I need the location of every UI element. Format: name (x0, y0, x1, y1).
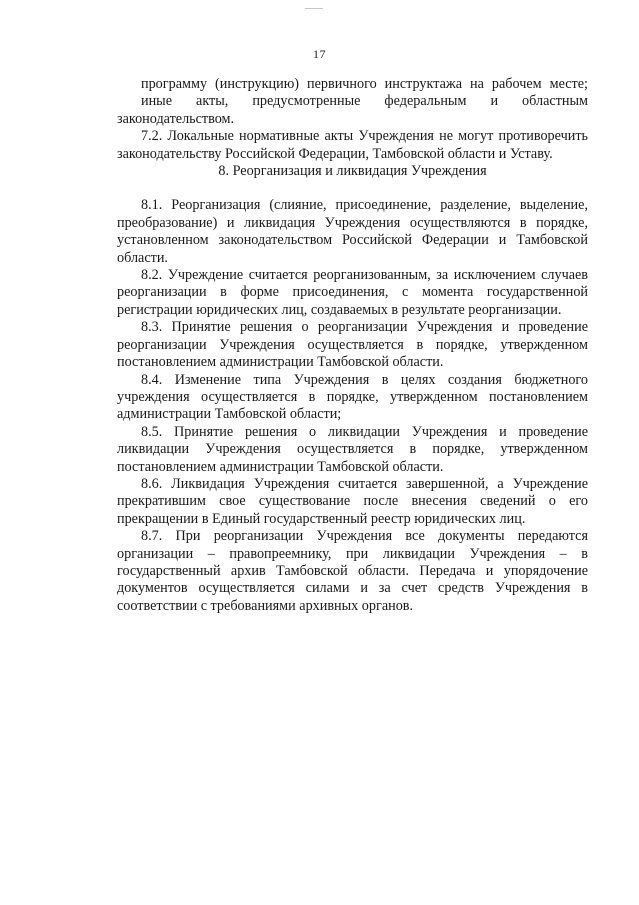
document-body (117, 76, 588, 615)
text-line: учреждения осуществляется в порядке, утвержденном постановлением (117, 388, 588, 405)
text-line: регистрации юридических лиц, создаваемых в результате реорганизации. (117, 301, 562, 318)
text-line: законодательству Российской Федерации, Тамбовской области и Уставу. (117, 145, 553, 162)
text-line: 8.3. Принятие решения о реорганизации Учреждения и проведение (141, 319, 588, 336)
paragraph-7-2 (117, 128, 588, 163)
text-line: установленном законодательством Российской Федерации и Тамбовской (117, 232, 588, 249)
text-line: преобразование) и ликвидация Учреждения осуществляются в порядке, (117, 214, 588, 231)
text-line: государственный архив Тамбовской области. Передача и упорядочение (117, 562, 588, 579)
text-line: 8.2. Учреждение считается реорганизованным, за исключением случаев (141, 267, 588, 284)
scan-artifact (305, 8, 323, 9)
text-line: 8.7. При реорганизации Учреждения все документы передаются (141, 528, 588, 545)
paragraph-8-4 (117, 372, 588, 424)
text-line: реорганизации в форме присоединения, с момента государственной (117, 284, 588, 301)
text-line: документов осуществляется силами и за счет средств Учреждения в (117, 580, 588, 597)
text-line: прекращении в Единый государственный реестр юридических лиц. (117, 510, 526, 527)
text-line: 8.6. Ликвидация Учреждения считается завершенной, а Учреждение (141, 475, 588, 492)
paragraph-8-7 (117, 528, 588, 615)
text-line: иные акты, предусмотренные федеральным и областным (141, 93, 588, 110)
text-line: организации – правопреемнику, при ликвидации Учреждения – в (117, 545, 588, 562)
section-title: 8. Реорганизация и ликвидация Учреждения (218, 163, 487, 180)
text-line: администрации Тамбовской области; (117, 406, 342, 423)
paragraph-8-2 (117, 267, 588, 319)
text-line: законодательством. (117, 110, 235, 127)
paragraph-8-1 (117, 197, 588, 267)
text-line: области. (117, 249, 168, 266)
text-line: прекратившим свое существование после внесения сведений о его (117, 493, 588, 510)
text-line: 8.1. Реорганизация (слияние, присоединение, разделение, выделение, (141, 197, 588, 214)
text-line: постановлением администрации Тамбовской области. (117, 458, 444, 475)
text-line: соответствии с требованиями архивных органов. (117, 597, 414, 614)
paragraph-8-6 (117, 476, 588, 528)
text-line: реорганизации Учреждения осуществляется в порядке, утвержденном (117, 336, 588, 353)
paragraph-8-5 (117, 424, 588, 476)
paragraph-8-3 (117, 319, 588, 371)
text-line: 8.4. Изменение типа Учреждения в целях создания бюджетного (141, 371, 588, 388)
paragraph-intro (117, 76, 588, 128)
page-number: 17 (313, 47, 326, 61)
text-line: 7.2. Локальные нормативные акты Учреждения не могут противоречить (141, 128, 588, 145)
text-line: ликвидации Учреждения осуществляется в порядке, утвержденном (117, 441, 588, 458)
text-line: программу (инструкцию) первичного инструктажа на рабочем месте; (141, 76, 588, 92)
text-line: 8.5. Принятие решения о ликвидации Учреждения и проведение (141, 423, 588, 440)
text-line: постановлением администрации Тамбовской области. (117, 354, 444, 371)
